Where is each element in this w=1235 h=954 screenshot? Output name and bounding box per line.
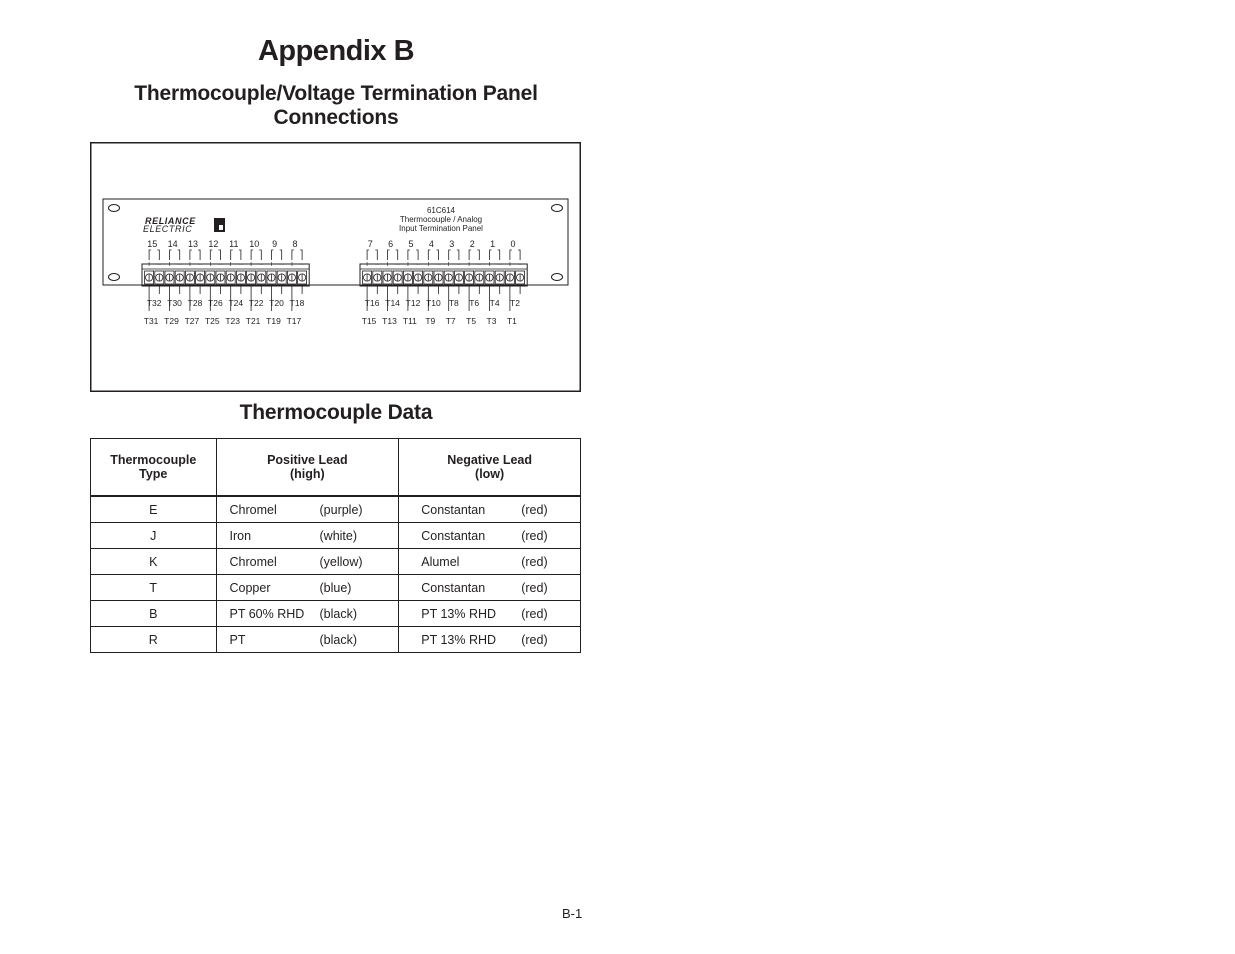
left-group-channel-number: 15 [147, 239, 158, 249]
negative-lead-cell [399, 549, 581, 575]
negative-lead-color: (red) [521, 632, 548, 647]
right-group-terminal-label-lower: T15 [361, 316, 377, 326]
negative-lead-cell [399, 496, 581, 523]
left-group-terminal-label-upper: T32 [146, 298, 162, 308]
right-group-terminal-label-lower: T11 [402, 316, 417, 326]
right-group-channel-number: 2 [469, 239, 475, 249]
left-group-channel-number: 14 [167, 239, 178, 249]
negative-lead-cell [399, 523, 581, 549]
right-group-terminal-label-upper: T2 [510, 298, 520, 308]
right-group-terminal-label-upper: T14 [385, 298, 400, 308]
right-group-terminal-label-upper: T4 [489, 298, 500, 308]
left-group-terminal-label-upper: T20 [269, 298, 284, 308]
left-group-channel-bracket [219, 250, 221, 260]
table-row [91, 549, 581, 575]
left-group-channel-bracket [178, 250, 180, 260]
left-group-channel-bracket [239, 250, 241, 260]
left-group-terminal-label-upper: T28 [187, 298, 203, 308]
positive-lead-cell [216, 549, 399, 575]
left-group-terminal-label-lower: T25 [204, 316, 220, 326]
left-group-channel-bracket [272, 250, 274, 260]
panel-title-line-2: Input Termination Panel [399, 224, 483, 233]
left-group-channel-bracket [280, 250, 282, 260]
right-group-channel-bracket [469, 250, 471, 260]
left-group-channel-bracket [210, 250, 212, 260]
left-group-channel-number: 8 [292, 239, 298, 249]
type-cell: K [91, 549, 217, 575]
positive-lead-color: (yellow) [319, 554, 363, 569]
type-cell: R [91, 627, 217, 653]
positive-lead-cell [216, 601, 399, 627]
table-row [91, 627, 581, 653]
right-group-channel-bracket [416, 250, 418, 260]
left-group-channel-bracket [292, 250, 294, 260]
left-group-channel-number: 12 [208, 239, 219, 249]
left-group-channel-bracket [251, 250, 253, 260]
type-cell: J [91, 523, 217, 549]
mounting-hole [552, 205, 563, 212]
right-group-terminal-label-lower: T1 [506, 316, 517, 326]
section-title [90, 82, 582, 130]
positive-lead-color: (blue) [319, 580, 352, 595]
right-group-plus-label: + [507, 259, 513, 269]
negative-lead-color: (red) [521, 580, 548, 595]
right-group-channel-bracket [428, 250, 430, 260]
right-group-minus-label: – [395, 259, 400, 269]
right-group-channel-bracket [408, 250, 410, 260]
right-group-channel-number: 4 [428, 239, 434, 249]
left-group-plus-label: + [167, 259, 172, 269]
header-negative-lead [399, 439, 581, 497]
right-group-terminal-label-upper: T16 [364, 298, 380, 308]
type-cell: B [91, 601, 217, 627]
right-group-minus-label: – [477, 259, 482, 269]
left-group-terminal-label-upper: T18 [289, 298, 305, 308]
left-group-terminal-label-lower: T29 [164, 316, 179, 326]
left-group-terminal-label-upper: T26 [208, 298, 223, 308]
left-group-minus-label: – [299, 259, 305, 269]
right-group-terminal-label-upper: T6 [469, 298, 480, 308]
left-group-minus-label: – [259, 259, 264, 269]
mounting-hole [552, 274, 563, 281]
negative-lead-cell [399, 601, 581, 627]
left-group-terminal-label-lower: T27 [184, 316, 200, 326]
header-line: Type [139, 467, 168, 481]
header-line: Negative Lead [447, 453, 532, 467]
left-group-minus-label: – [218, 259, 223, 269]
right-group-terminal-label-lower: T5 [466, 316, 477, 326]
left-group-minus-label: – [177, 259, 182, 269]
right-group-channel-bracket [396, 250, 398, 260]
thermocouple-data-table [90, 438, 581, 653]
table-row [91, 523, 581, 549]
negative-lead-material: PT 13% RHD [421, 632, 497, 647]
header-line: Thermocouple [110, 453, 197, 467]
mounting-hole [109, 205, 120, 212]
right-group-plus-label: + [405, 259, 411, 269]
right-group-channel-bracket [490, 250, 492, 260]
thermocouple-data-title: Thermocouple Data [239, 401, 433, 424]
mounting-hole [109, 274, 120, 281]
right-group-plus-label: + [466, 259, 472, 269]
table-row [91, 496, 581, 523]
termination-panel-diagram [90, 142, 581, 392]
right-group-terminal-label-lower: T9 [425, 316, 436, 326]
positive-lead-color: (black) [319, 632, 358, 647]
left-group-channel-number: 11 [229, 239, 239, 249]
right-group-channel-number: 6 [388, 239, 394, 249]
right-group-channel-number: 7 [367, 239, 373, 249]
positive-lead-material: PT 60% RHD [229, 606, 305, 621]
left-group-plus-label: + [146, 259, 152, 269]
left-group-plus-label: + [269, 259, 274, 269]
header-line: Positive Lead [267, 453, 348, 467]
section-title-line-1: Thermocouple/Voltage Termination Panel [134, 82, 538, 105]
positive-lead-cell [216, 627, 399, 653]
negative-lead-material: Constantan [421, 502, 486, 517]
positive-lead-color: (white) [319, 528, 358, 543]
right-group-channel-number: 3 [449, 239, 455, 249]
brand-logo-icon [214, 218, 225, 232]
negative-lead-color: (red) [521, 502, 548, 517]
left-group-channel-bracket [300, 250, 302, 260]
right-group-plus-label: + [364, 259, 370, 269]
left-group-terminal-label-upper: T24 [228, 298, 244, 308]
left-group-channel-bracket [259, 250, 261, 260]
right-group-channel-bracket [498, 250, 500, 260]
positive-lead-material: Iron [229, 528, 252, 543]
table-row [91, 575, 581, 601]
left-group-minus-label: – [157, 259, 162, 269]
right-group-terminal-label-upper: T12 [405, 298, 421, 308]
right-group-channel-bracket [510, 250, 512, 260]
right-group-plus-label: + [385, 259, 390, 269]
right-group-minus-label: – [497, 259, 502, 269]
positive-lead-color: (black) [319, 606, 358, 621]
left-group-plus-label: + [228, 259, 234, 269]
type-cell: E [91, 496, 217, 523]
negative-lead-material: Constantan [421, 580, 486, 595]
panel-title-line-1: Thermocouple / Analog [399, 215, 483, 224]
page-heading: Appendix B [257, 35, 415, 67]
section-title-line-2: Connections [273, 106, 399, 129]
left-group-terminal-label-lower: T31 [143, 316, 159, 326]
right-group-channel-bracket [388, 250, 390, 260]
right-group-minus-label: – [436, 259, 441, 269]
right-group-terminal-label-upper: T10 [426, 298, 441, 308]
positive-lead-cell [216, 523, 399, 549]
right-group-channel-number: 1 [490, 239, 496, 249]
type-cell: T [91, 575, 217, 601]
left-group-minus-label: – [197, 259, 203, 269]
positive-lead-material: Chromel [229, 502, 277, 517]
left-group-channel-bracket [231, 250, 233, 260]
header-thermocouple-type [91, 439, 217, 497]
positive-lead-material: PT [229, 632, 246, 647]
left-group-channel-bracket [157, 250, 159, 260]
positive-lead-color: (purple) [319, 502, 363, 517]
left-group-channel-bracket [190, 250, 192, 260]
right-group-channel-number: 5 [408, 239, 414, 249]
right-group-channel-bracket [477, 250, 479, 260]
left-group-channel-number: 9 [272, 239, 278, 249]
left-group-terminal-label-lower: T17 [286, 316, 302, 326]
negative-lead-material: Alumel [421, 554, 460, 569]
left-group-terminal-label-upper: T22 [248, 298, 264, 308]
left-group-minus-label: – [279, 259, 284, 269]
left-group-channel-bracket [170, 250, 172, 260]
right-group-channel-bracket [449, 250, 451, 260]
right-group-terminal-label-lower: T3 [486, 316, 497, 326]
left-group-terminal-label-upper: T30 [167, 298, 182, 308]
negative-lead-cell [399, 627, 581, 653]
negative-lead-material: PT 13% RHD [421, 606, 497, 621]
brand-line-1: RELIANCE [145, 216, 196, 226]
left-group-plus-label: + [289, 259, 295, 269]
right-group-terminal-label-lower: T13 [382, 316, 397, 326]
negative-lead-cell [399, 575, 581, 601]
right-group-terminal-label-lower: T7 [445, 316, 456, 326]
right-group-plus-label: + [446, 259, 452, 269]
left-group-channel-number: 10 [249, 239, 260, 249]
positive-lead-material: Copper [229, 580, 271, 595]
right-group-minus-label: – [456, 259, 462, 269]
negative-lead-color: (red) [521, 554, 548, 569]
table-row [91, 601, 581, 627]
left-group-plus-label: + [207, 259, 213, 269]
right-group-channel-bracket [437, 250, 439, 260]
right-group-channel-number: 0 [510, 239, 516, 249]
brand-line-2: ELECTRIC [143, 224, 193, 234]
right-group-plus-label: + [487, 259, 492, 269]
left-group-terminal-label-lower: T21 [245, 316, 261, 326]
left-group-terminal-label-lower: T19 [266, 316, 281, 326]
left-group-terminal-label-lower: T23 [225, 316, 241, 326]
right-group-channel-bracket [457, 250, 459, 260]
left-group-minus-label: – [238, 259, 244, 269]
right-group-minus-label: – [375, 259, 380, 269]
right-group-channel-bracket [375, 250, 377, 260]
table-header-row [91, 439, 581, 497]
negative-lead-material: Constantan [421, 528, 486, 543]
left-group-channel-bracket [149, 250, 151, 260]
right-group-channel-bracket [367, 250, 369, 260]
left-group-channel-number: 13 [187, 239, 199, 249]
page-number: B-1 [562, 906, 583, 921]
left-group-plus-label: + [248, 259, 254, 269]
header-positive-lead [216, 439, 399, 497]
left-group-channel-bracket [198, 250, 200, 260]
right-group-minus-label: – [415, 259, 421, 269]
right-group-terminal-label-upper: T8 [448, 298, 459, 308]
left-group-plus-label: + [187, 259, 193, 269]
positive-lead-material: Chromel [229, 554, 277, 569]
termination-panel-figure [90, 142, 581, 392]
right-group-channel-bracket [518, 250, 520, 260]
negative-lead-color: (red) [521, 528, 548, 543]
positive-lead-cell [216, 575, 399, 601]
negative-lead-color: (red) [521, 606, 548, 621]
header-line: (low) [475, 467, 505, 481]
header-line: (high) [290, 467, 325, 481]
right-group-minus-label: – [517, 259, 523, 269]
positive-lead-cell [216, 496, 399, 523]
right-group-plus-label: + [425, 259, 431, 269]
panel-model: 61C614 [426, 206, 456, 215]
